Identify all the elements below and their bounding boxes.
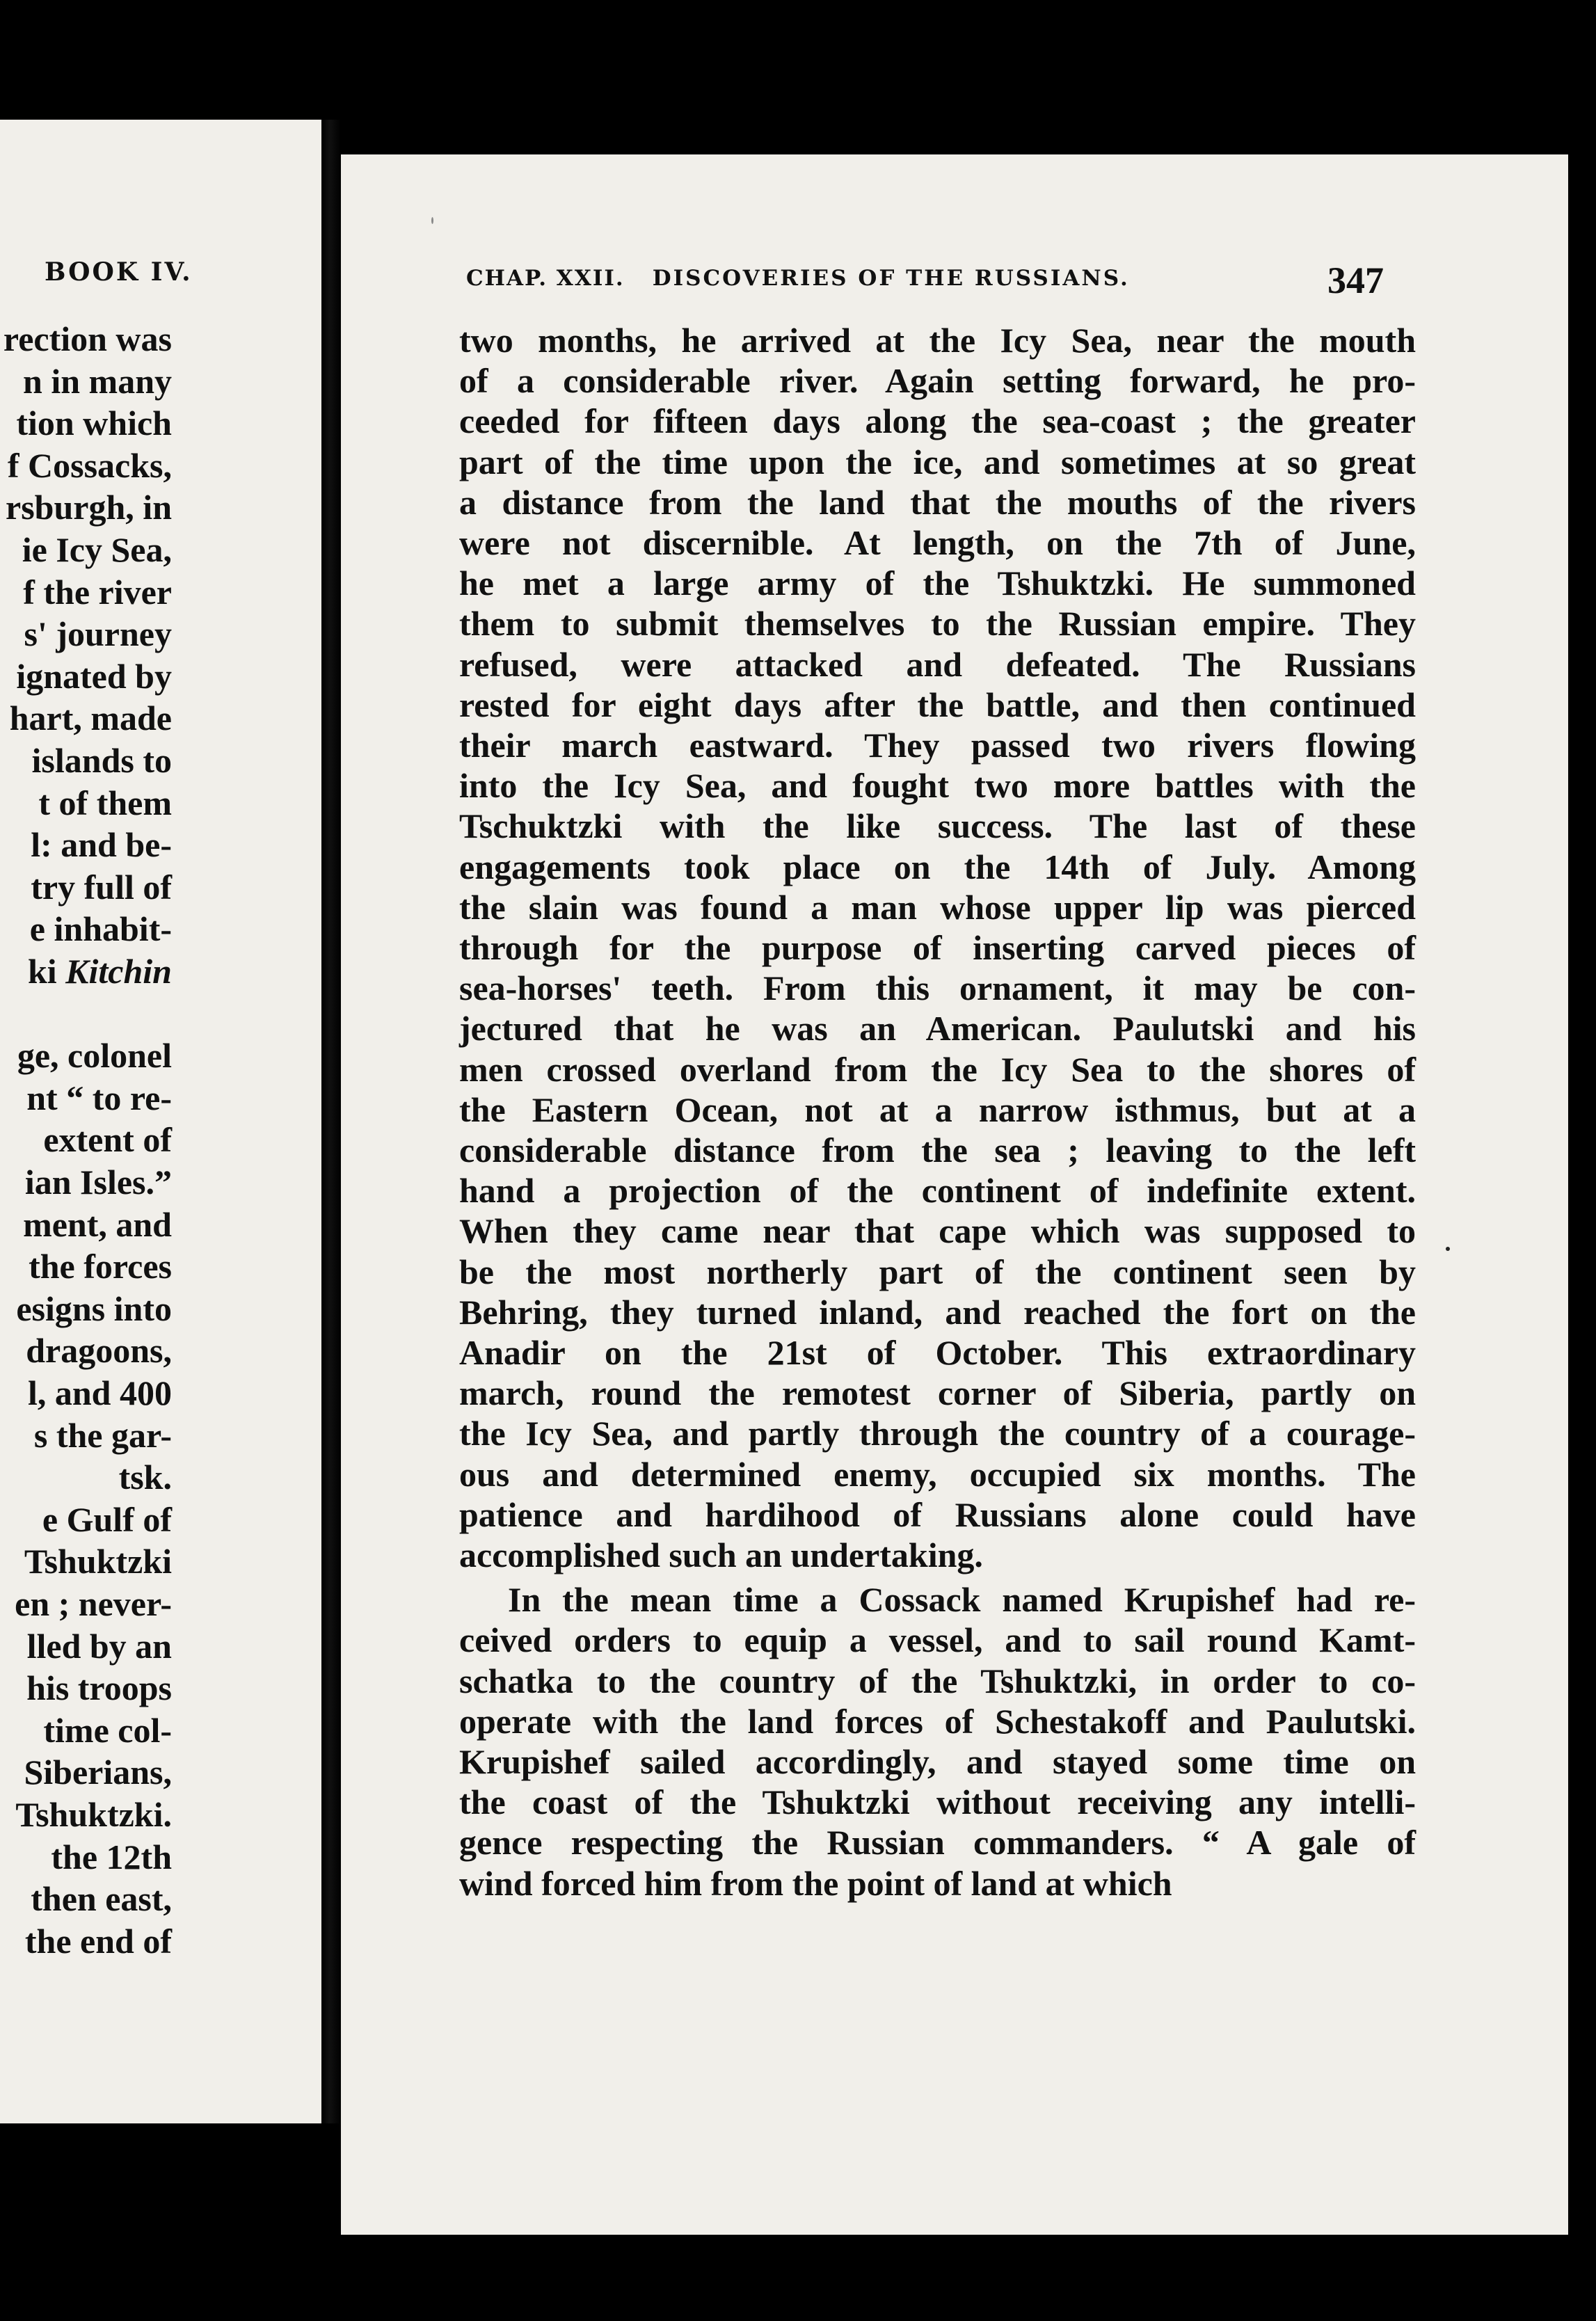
body-text-line: ous and determined enemy, occupied six months. The <box>459 1454 1416 1494</box>
left-text-line: ment, and <box>23 1204 172 1244</box>
left-text-line: en ; never- <box>15 1584 172 1623</box>
body-text-line: jectured that he was an American. Paulutski and his <box>459 1009 1416 1048</box>
body-text-line: the Icy Sea, and partly through the country of a courage- <box>459 1414 1416 1453</box>
left-text-line: s the gar- <box>33 1415 172 1455</box>
left-text-line: e Gulf of <box>42 1499 172 1539</box>
right-page <box>341 154 1568 2235</box>
body-text-line: ceived orders to equip a vessel, and to sail round Kamt- <box>459 1620 1416 1660</box>
left-text-line-roman: ki <box>27 952 66 991</box>
body-text-line: the Eastern Ocean, not at a narrow isthmus, but at a <box>459 1090 1416 1129</box>
left-text-line: the 12th <box>51 1837 172 1876</box>
left-text-line: tion which <box>16 404 172 443</box>
body-text-line: Behring, they turned inland, and reached the fort on the <box>459 1292 1416 1332</box>
page-number: 347 <box>1327 260 1384 301</box>
left-text-line: islands to <box>31 741 172 780</box>
left-text-line: nt “ to re- <box>26 1078 172 1117</box>
left-text-line: the forces <box>29 1247 172 1286</box>
left-text-line: dragoons, <box>26 1331 172 1371</box>
body-text-line: considerable distance from the sea ; leaving to the left <box>459 1131 1416 1170</box>
body-text-line: the slain was found a man whose upper lip was pierced <box>459 887 1416 927</box>
left-text-line: hart, made <box>9 699 172 738</box>
body-text-line: Anadir on the 21st of October. This extraordinary <box>459 1333 1416 1372</box>
body-text-line: accomplished such an undertaking. <box>459 1536 983 1574</box>
running-head <box>466 266 1405 291</box>
body-text-line: two months, he arrived at the Icy Sea, near the mouth <box>459 321 1416 360</box>
body-text-line: When they came near that cape which was supposed to <box>459 1211 1416 1251</box>
left-text-line: then east, <box>31 1879 172 1919</box>
body-text-line: were not discernible. At length, on the 7th of June, <box>459 523 1416 562</box>
body-text-line: a distance from the land that the mouths of the rivers <box>459 482 1416 522</box>
gutter <box>321 120 341 2123</box>
body-text-line: refused, were attacked and defeated. The Russians <box>459 644 1416 684</box>
body-text-line: into the Icy Sea, and fought two more battles with the <box>459 766 1416 806</box>
body-text-line: sea-horses' teeth. From this ornament, it may be con- <box>459 968 1416 1008</box>
body-text-line: patience and hardihood of Russians alone could have <box>459 1494 1416 1534</box>
left-text-line: rsburgh, in <box>6 488 172 527</box>
body-text-line: their march eastward. They passed two rivers flowing <box>459 726 1416 765</box>
left-text-line: lled by an <box>26 1626 172 1666</box>
left-text-line: ie Icy Sea, <box>22 530 172 569</box>
body-text-line: wind forced him from the point of land at which <box>459 1863 1172 1903</box>
left-text-line: Tshuktzki. <box>15 1795 172 1834</box>
left-text-line: rection was <box>3 319 172 358</box>
body-text-line: through for the purpose of inserting carved pieces of <box>459 928 1416 967</box>
body-text-line: be the most northerly part of the continent seen by <box>459 1252 1416 1291</box>
body-text-line: rested for eight days after the battle, and then continued <box>459 685 1416 724</box>
left-text-line: t of them <box>38 783 172 822</box>
body-text-line: men crossed overland from the Icy Sea to the shores of <box>459 1049 1416 1089</box>
page-speck <box>1446 1247 1450 1251</box>
left-text-line: n in many <box>23 361 172 401</box>
body-text-line: them to submit themselves to the Russian empire. They <box>459 604 1416 644</box>
left-text-line: f the river <box>23 572 172 612</box>
left-page <box>0 120 321 2123</box>
left-text-line <box>28 954 172 989</box>
left-text-line: the end of <box>24 1921 172 1961</box>
left-text-line: tsk. <box>118 1458 172 1497</box>
left-text-line: l, and 400 <box>27 1373 172 1412</box>
chapter-title: DISCOVERIES OF THE RUSSIANS. <box>652 266 1130 291</box>
left-text-line: s' journey <box>24 614 172 654</box>
left-text-line: try full of <box>31 867 172 907</box>
left-text-line: e inhabit- <box>29 909 172 949</box>
body-text-line: ceeded for fifteen days along the sea-coast ; the greater <box>459 401 1416 441</box>
chapter-label: CHAP. XXII. <box>466 266 625 291</box>
page-speck <box>431 217 433 224</box>
body-text-line: he met a large army of the Tshuktzki. He summoned <box>459 564 1416 603</box>
body-text-line: In the mean time a Cossack named Krupishef had re- <box>508 1580 1416 1620</box>
left-text-line: extent of <box>43 1120 172 1160</box>
body-text-line: engagements took place on the 14th of July. Among <box>459 847 1416 886</box>
left-text-line: l: and be- <box>31 825 172 865</box>
body-text-line: the coast of the Tshuktzki without receiving any intelli- <box>459 1782 1416 1822</box>
left-running-head: BOOK IV. <box>45 257 193 287</box>
body-text-line: Krupishef sailed accordingly, and stayed some time on <box>459 1742 1416 1781</box>
body-text-line: schatka to the country of the Tshuktzki, in order to co- <box>459 1661 1416 1700</box>
left-text-line: ignated by <box>16 656 172 696</box>
left-text-line-italic: Kitchin <box>65 952 172 991</box>
left-text-line: his troops <box>26 1668 172 1708</box>
left-text-line: Siberians, <box>24 1753 172 1792</box>
body-text-line: hand a projection of the continent of indefinite extent. <box>459 1171 1416 1211</box>
left-text-line: Tshuktzki <box>24 1542 172 1581</box>
body-text-line: operate with the land forces of Schestakoff and Paulutski. <box>459 1701 1416 1741</box>
left-text-line: time col- <box>43 1710 172 1750</box>
left-text-line: esigns into <box>16 1289 172 1328</box>
body-text-line: part of the time upon the ice, and sometimes at so great <box>459 442 1416 481</box>
left-text-line: f Cossacks, <box>7 445 172 485</box>
left-text-line: ian Isles.” <box>24 1163 172 1202</box>
body-text-line: march, round the remotest corner of Siberia, partly on <box>459 1373 1416 1413</box>
body-text-line: gence respecting the Russian commanders. “ A gale of <box>459 1823 1416 1863</box>
left-text-line: ge, colonel <box>17 1036 172 1076</box>
body-text-line: Tschuktzki with the like success. The last of these <box>459 806 1416 846</box>
body-text-line: of a considerable river. Again setting forward, he pro- <box>459 361 1416 401</box>
